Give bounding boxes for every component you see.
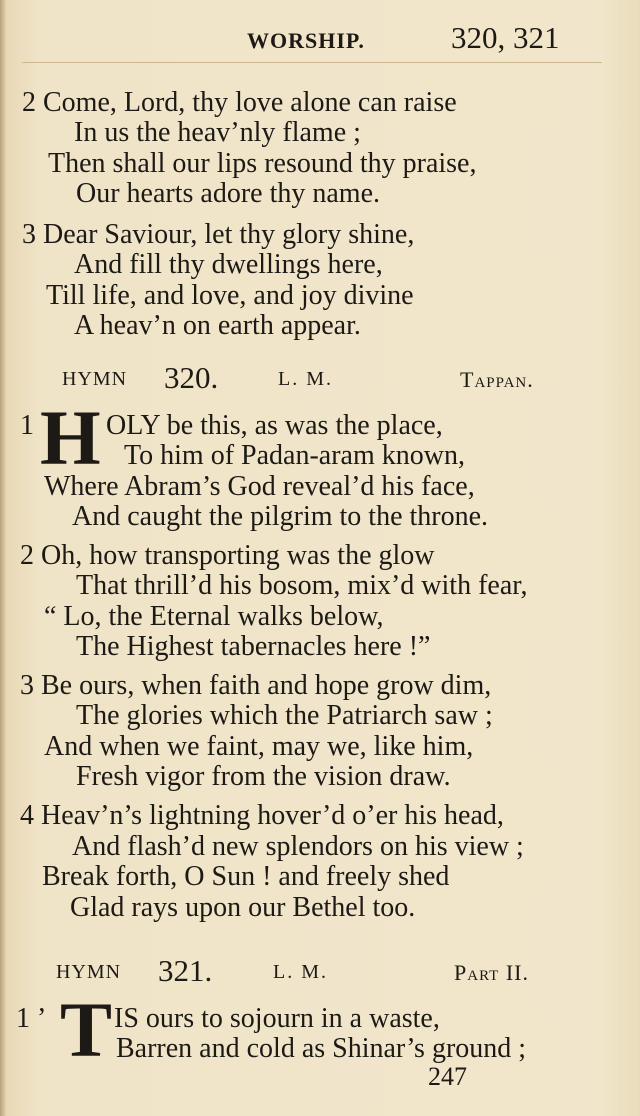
- verse-line: Fresh vigor from the vision draw.: [76, 761, 451, 792]
- drop-cap-letter: H: [40, 394, 101, 481]
- verse-line: And when we faint, may we, like him,: [44, 731, 474, 762]
- hymn-label: HYMN: [56, 961, 122, 983]
- verse-line: 3 Dear Saviour, let thy glory shine,: [22, 219, 415, 250]
- hymn-tune: Part II.: [454, 960, 529, 985]
- verse-line: The glories which the Patriarch saw ;: [76, 700, 493, 731]
- verse-line: IS ours to sojourn in a waste,: [114, 1003, 440, 1034]
- running-head: [0, 20, 640, 60]
- verse-line: Till life, and love, and joy divine: [46, 280, 414, 311]
- running-head-hymn-numbers: 320, 321: [451, 20, 560, 55]
- hymn-label: HYMN: [62, 368, 128, 390]
- header-rule: [22, 62, 602, 63]
- verse-line: 4 Heav’n’s lightning hover’d o’er his head,: [20, 800, 504, 831]
- page-spine-edge: [0, 0, 6, 1116]
- hymn-meter: L. M.: [278, 368, 333, 390]
- verse-line: To him of Padan-aram known,: [124, 440, 465, 471]
- verse-line: “ Lo, the Eternal walks below,: [44, 601, 384, 632]
- verse-line: Glad rays upon our Bethel too.: [70, 892, 416, 923]
- verse-line: Where Abram’s God reveal’d his face,: [44, 471, 475, 502]
- verse-line: Break forth, O Sun ! and freely shed: [42, 861, 450, 892]
- verse-line: OLY be this, as was the place,: [106, 410, 443, 441]
- verse-line: Our hearts adore thy name.: [76, 178, 380, 209]
- verse-line: That thrill’d his bosom, mix’d with fear,: [76, 570, 528, 601]
- verse-number: 1: [20, 410, 34, 441]
- verse-number: 1 ’: [16, 1003, 47, 1034]
- page-number: 247: [428, 1062, 467, 1091]
- verse-line: And flash’d new splendors on his view ;: [72, 831, 524, 862]
- hymn-number: 321.: [158, 953, 213, 988]
- verse-line: Barren and cold as Shinar’s ground ;: [116, 1033, 527, 1064]
- verse-line: And caught the pilgrim to the throne.: [72, 501, 489, 532]
- hymn-320-heading: [0, 362, 640, 396]
- verse-line: A heav’n on earth appear.: [74, 310, 361, 341]
- verse-line: 2 Come, Lord, thy love alone can raise: [22, 87, 457, 118]
- verse-line: 2 Oh, how transporting was the glow: [20, 540, 435, 571]
- verse-line: The Highest tabernacles here !”: [76, 631, 431, 662]
- verse-line: And fill thy dwellings here,: [74, 249, 383, 280]
- hymn-number: 320.: [164, 360, 219, 395]
- hymn-meter: L. M.: [273, 961, 328, 983]
- drop-cap-letter: T: [60, 986, 113, 1073]
- verse-line: Then shall our lips resound thy praise,: [48, 148, 477, 179]
- running-head-title: WORSHIP.: [247, 28, 365, 53]
- hymn-tune: Tappan.: [460, 367, 534, 392]
- hymn-321-heading: [0, 955, 640, 989]
- verse-line: In us the heav’nly flame ;: [74, 117, 361, 148]
- verse-line: 3 Be ours, when faith and hope grow dim,: [20, 670, 492, 701]
